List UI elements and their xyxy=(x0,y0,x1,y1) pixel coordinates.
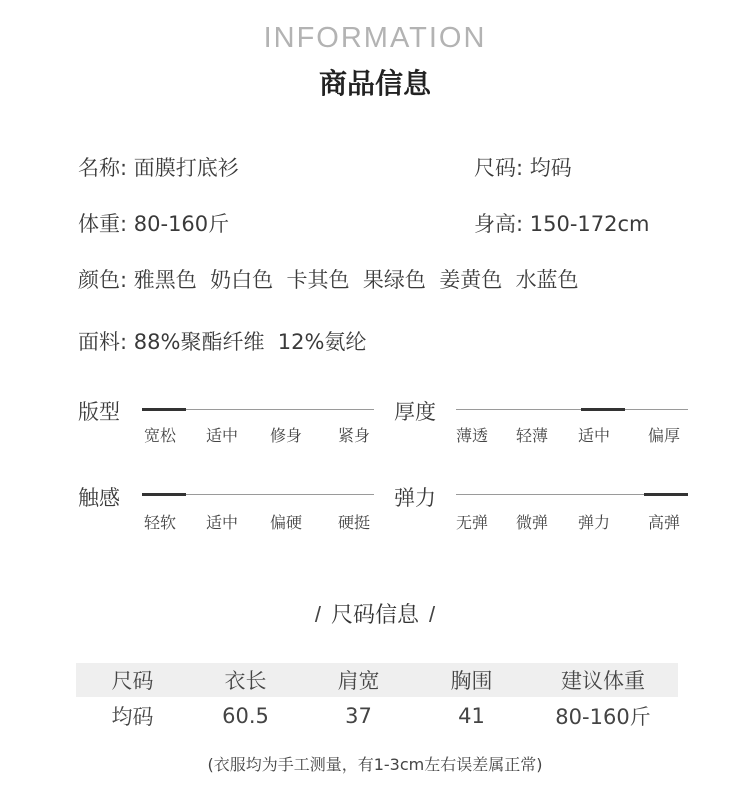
color-option: 奶白色 xyxy=(210,268,274,292)
length-cell: 60.5 xyxy=(222,704,269,728)
touch-option: 适中 xyxy=(206,513,239,532)
size-table-header: 尺码 xyxy=(76,663,189,697)
thickness-option: 轻薄 xyxy=(516,426,549,445)
size-label: 尺码: xyxy=(474,156,524,180)
color-option: 果绿色 xyxy=(362,268,426,292)
table-row xyxy=(76,697,678,735)
touch-option: 偏硬 xyxy=(270,513,303,532)
fit-scale-indicator xyxy=(142,408,186,411)
color-option: 卡其色 xyxy=(286,268,350,292)
size-cell: 均码 xyxy=(111,705,154,729)
elasticity-scale-title: 弹力 xyxy=(394,486,436,510)
size-table-header: 胸围 xyxy=(415,663,528,697)
name-label: 名称: xyxy=(78,156,128,180)
weight-row xyxy=(78,208,229,238)
height-value: 150-172cm xyxy=(529,212,650,236)
elasticity-scale-indicator xyxy=(644,493,688,496)
name-row xyxy=(78,152,239,182)
weight-cell: 80-160斤 xyxy=(555,705,651,729)
fabric-value: 88%聚酯纤维 12%氨纶 xyxy=(133,330,367,354)
fit-option: 适中 xyxy=(206,426,239,445)
thickness-option: 偏厚 xyxy=(648,426,681,445)
product-info-title: 商品信息 xyxy=(318,67,431,100)
size-table-header-row xyxy=(76,663,678,697)
elasticity-option: 无弹 xyxy=(456,513,489,532)
elasticity-option: 高弹 xyxy=(648,513,681,532)
fit-scale-title: 版型 xyxy=(78,400,120,424)
thickness-scale-track xyxy=(456,409,688,410)
size-value: 均码 xyxy=(529,156,572,180)
thickness-option: 适中 xyxy=(578,426,611,445)
size-info-heading: / 尺码信息 / xyxy=(314,602,436,628)
thickness-scale-indicator xyxy=(581,408,625,411)
color-option: 雅黑色 xyxy=(133,268,197,292)
size-table-header: 衣长 xyxy=(189,663,302,697)
color-label: 颜色: xyxy=(78,268,128,292)
height-label: 身高: xyxy=(474,212,524,236)
color-option: 姜黄色 xyxy=(439,268,503,292)
height-row xyxy=(474,208,650,238)
measurement-note: (衣服均为手工测量，有1-3cm左右误差属正常) xyxy=(207,755,543,774)
weight-label: 体重: xyxy=(78,212,128,236)
shoulder-cell: 37 xyxy=(345,704,372,728)
thickness-scale-title: 厚度 xyxy=(394,400,436,424)
fit-option: 修身 xyxy=(270,426,303,445)
touch-option: 轻软 xyxy=(144,513,177,532)
fabric-row xyxy=(78,326,366,356)
weight-value: 80-160斤 xyxy=(133,212,230,236)
color-row xyxy=(78,264,579,294)
touch-option: 硬挺 xyxy=(338,513,371,532)
chest-cell: 41 xyxy=(458,704,485,728)
fit-option: 宽松 xyxy=(144,426,177,445)
fabric-label: 面料: xyxy=(78,330,128,354)
size-table xyxy=(76,663,678,735)
information-heading: INFORMATION xyxy=(263,22,487,54)
name-value: 面膜打底衫 xyxy=(133,156,239,180)
thickness-option: 薄透 xyxy=(456,426,489,445)
size-row xyxy=(474,152,572,182)
size-table-header: 建议体重 xyxy=(528,663,678,697)
touch-scale-title: 触感 xyxy=(78,486,120,510)
size-info-title: 尺码信息 xyxy=(330,603,419,628)
touch-scale-indicator xyxy=(142,493,186,496)
fit-option: 紧身 xyxy=(338,426,371,445)
elasticity-option: 微弹 xyxy=(516,513,549,532)
color-option: 水蓝色 xyxy=(515,268,579,292)
size-table-header: 肩宽 xyxy=(302,663,415,697)
elasticity-option: 弹力 xyxy=(578,513,611,532)
